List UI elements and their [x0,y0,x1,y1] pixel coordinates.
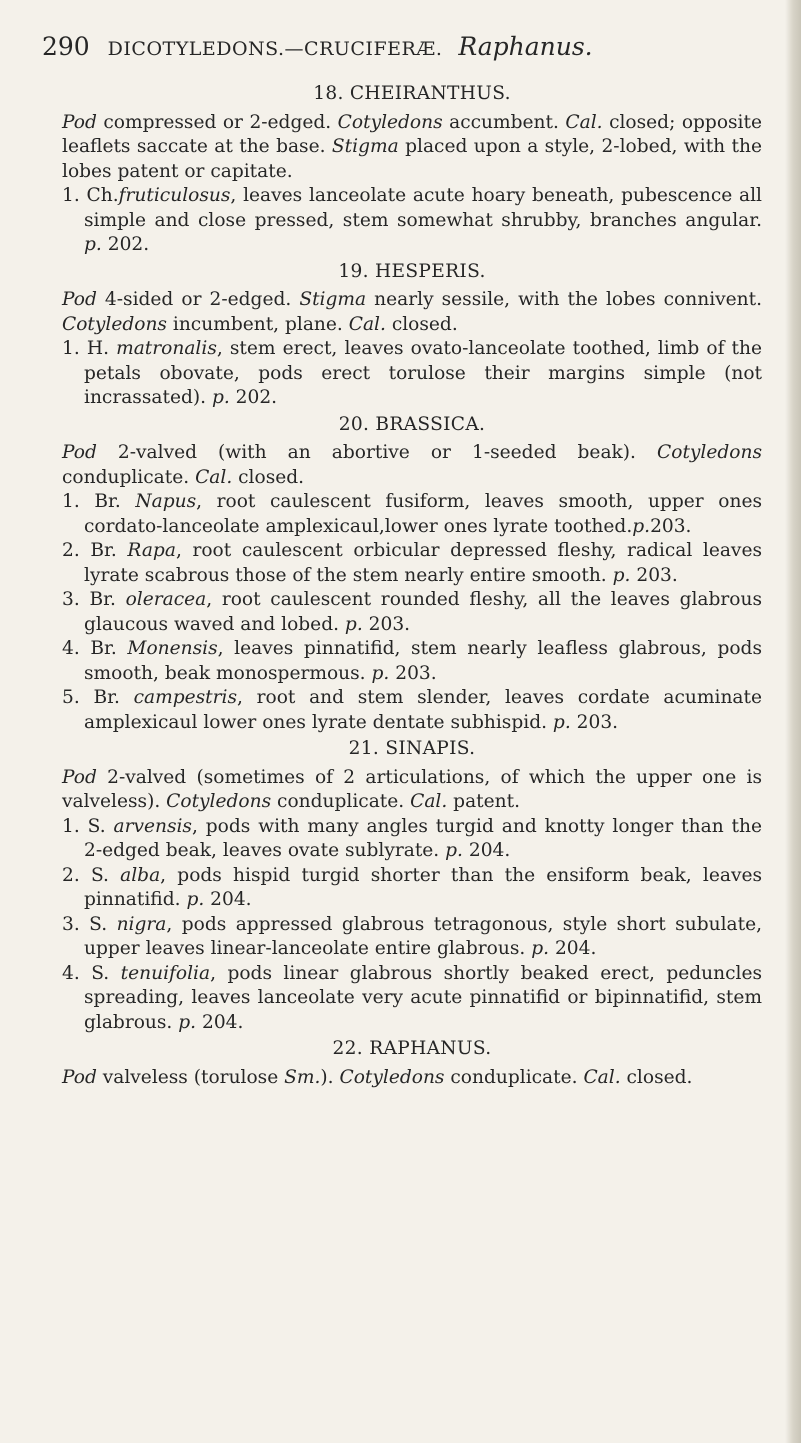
italic-run: Cal. [583,1066,621,1088]
text-run: patent. [447,791,520,812]
italic-run: Cal. [565,111,603,133]
text-run: 203. [389,662,437,684]
italic-run: p. [178,1011,197,1033]
text-run: 2-valved (with an abortive or 1-seeded beak). [96,442,658,463]
text-run: 203. [362,613,411,635]
species-entry [62,637,762,686]
text-run: closed. [232,466,305,488]
text-run: placed upon a style, 2-lobed, with the lobes patent or capitate. [62,136,762,182]
text-run: 1. Br. [62,491,136,512]
genus-description [62,288,762,337]
page-number: 290 [42,32,90,61]
header-genus: Raphanus. [458,32,593,61]
text-run: 2. S. [62,864,121,886]
text-run: compressed or 2-edged. [96,111,338,133]
italic-run: p. [344,613,363,635]
text-run: closed; opposite leaflets saccate at the base. [62,111,762,157]
text-run: , pods linear glabrous shortly beaked erect, peduncles spreading, leaves lanceolate very acute pinnatifid or bipinnatifid, stem glabrous. [84,962,763,1033]
species-entry [62,490,762,539]
species-entry [62,184,762,258]
genus-heading: 18. CHEIRANTHUS. [313,83,511,104]
genus-heading: 19. HESPERIS. [338,260,486,282]
italic-run: Cotyledons [166,791,272,812]
italic-run: Rapa [127,540,176,561]
text-run: closed. [620,1066,693,1088]
text-run: , leaves pinnatifid, stem nearly leafless glabrous, pods smooth, beak monospermous. [84,638,763,684]
text-run: , root caulescent fusiform, leaves smooth, upper ones cordato-lanceolate amplexicaul,lower ones lyrate toothed. [84,491,762,537]
text-run: ). [320,1066,340,1088]
text-run: 1. H. [62,338,117,359]
text-run: 203. [570,711,619,733]
italic-run: Cotyledons [339,1066,445,1088]
text-run: 1. Ch. [62,185,119,206]
genus-description [62,111,762,185]
species-entry [62,337,762,411]
text-run: conduplicate. [271,791,411,812]
running-header [42,32,762,61]
text-run: closed. [385,313,458,335]
italic-run: nigra [116,913,167,935]
text-run: 204. [549,938,597,959]
text-run: , pods with many angles turgid and knotty longer than the 2-edged beak, leaves ovate sublyrate. [84,815,762,861]
italic-run: p. [552,711,571,733]
text-run: 4-sided or 2-edged. [96,289,300,310]
italic-run: Napus [135,491,197,512]
text-run: , root caulescent orbicular depressed fleshy, radical leaves lyrate scabrous those of the stem nearly entire smooth. [84,540,762,586]
italic-run: Cotyledons [657,442,762,463]
italic-run: campestris [133,687,238,708]
italic-run: p. [612,564,631,586]
species-entry [62,913,762,962]
genus-heading: 21. SINAPIS. [348,738,476,759]
italic-run: matronalis [116,338,217,359]
text-run: , pods hispid turgid shorter than the ensiform beak, leaves pinnatifid. [84,864,762,910]
text-run: , leaves lanceolate acute hoary beneath, pubescence all simple and close pressed, stem somewhat shrubby, branches angular. [84,185,762,231]
genus-description [62,1066,762,1091]
species-entry [62,864,762,913]
page-body [62,80,762,1090]
text-run: 2-valved (sometimes of 2 articulations, of which the upper one is valveless). [62,766,762,812]
italic-run: Cal. [348,313,386,335]
text-run: , stem erect, leaves ovato-lanceolate toothed, limb of the petals obovate, pods erect torulose their margins simple (not incrassated). [84,338,763,408]
text-run: 204. [204,889,252,910]
text-run: , root caulescent rounded fleshy, all the leaves glabrous glaucous waved and lobed. [84,589,763,635]
italic-run: Stigma [299,289,367,310]
genus-heading: 20. BRASSICA. [338,413,486,435]
italic-run: Monensis [127,638,218,659]
text-run: 202. [229,387,278,408]
italic-run: arvensis [113,815,192,837]
text-run: 1. S. [62,815,114,837]
species-entry [62,815,762,864]
italic-run: Pod [62,1066,97,1088]
italic-run: p. [371,662,390,684]
genus-heading: 22. RAPHANUS. [332,1038,492,1059]
text-run: 2. Br. [62,540,128,561]
text-run: 4. S. [62,962,121,984]
species-entry [62,686,762,735]
genus-description [62,766,762,815]
text-run: 3. S. [62,913,117,935]
page-edge-shadow [785,0,801,1443]
text-run: 204. [196,1011,244,1033]
text-run: 5. Br. [62,687,134,708]
species-entry [62,539,762,588]
text-run: nearly sessile, with the lobes connivent. [366,289,763,310]
italic-run: Pod [62,289,97,310]
text-run: 4. Br. [62,638,128,659]
italic-run: Cal. [195,466,233,488]
italic-run: fruticulosus [118,185,231,206]
text-run: accumbent. [442,111,566,133]
italic-run: Cotyledons [62,313,167,335]
text-run: 203. [650,515,692,537]
italic-run: alba [120,864,161,886]
text-run: incumbent, plane. [166,313,349,335]
text-run: 3. Br. [62,589,126,610]
section-title: DICOTYLEDONS.—CRUCIFERÆ. [107,38,443,60]
species-entry [62,962,762,1036]
italic-run: Cal. [410,791,448,812]
italic-run: Stigma [331,136,399,157]
text-run: 204. [462,840,511,861]
italic-run: tenuifolia [120,962,211,984]
italic-run: p. [186,889,205,910]
text-run: , pods appressed glabrous tetragonous, style short subulate, upper leaves linear-lanceolate entire glabrous. [84,913,762,959]
text-run: 202. [101,234,150,255]
text-run: valveless (torulose [96,1066,285,1088]
genus-description [62,441,762,490]
italic-run: p. [632,515,651,537]
italic-run: Pod [62,766,97,788]
text-run: , root and stem slender, leaves cordate acuminate amplexicaul lower ones lyrate dentate subhispid. [84,687,762,733]
italic-run: Sm. [284,1066,321,1088]
italic-run: Cotyledons [337,111,443,133]
text-run: 203. [630,564,678,586]
italic-run: p. [445,840,463,861]
italic-run: Pod [62,111,97,133]
italic-run: Pod [62,442,97,463]
italic-run: p. [84,234,102,255]
italic-run: oleracea [125,589,207,610]
italic-run: p. [211,387,230,408]
text-run: conduplicate. [444,1066,584,1088]
species-entry [62,588,762,637]
italic-run: p. [531,938,550,959]
text-run: conduplicate. [62,466,196,488]
